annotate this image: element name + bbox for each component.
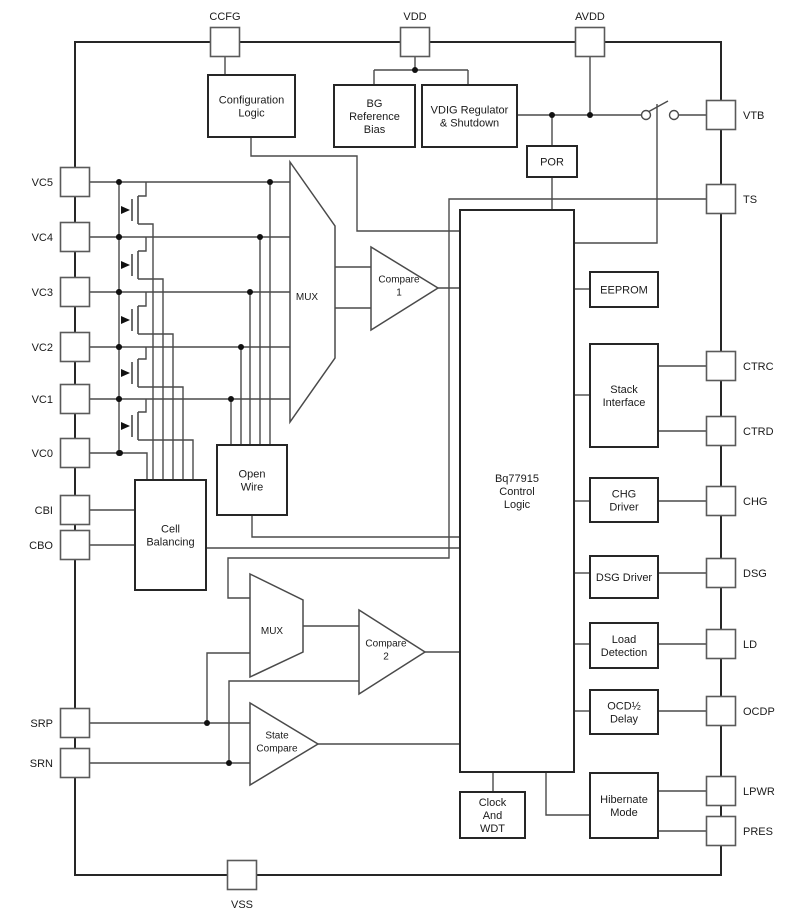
label-text: Logic <box>238 107 265 120</box>
label-text: Stack <box>610 384 638 396</box>
pin-vc0 <box>32 439 90 468</box>
label-text: And <box>482 810 503 822</box>
pin-vc1 <box>32 385 90 414</box>
pin-ctrd-pad <box>707 417 736 446</box>
pin-vdd <box>401 11 430 57</box>
junction-dot <box>116 344 122 350</box>
label-text: Wire <box>240 481 264 494</box>
pin-cbi-label: CBI <box>34 505 53 517</box>
junction-dot <box>116 234 122 240</box>
label-text: Control <box>499 486 535 498</box>
switch-blade <box>648 101 668 112</box>
label-text: OCD½ <box>607 700 641 713</box>
fet-drain-lead <box>138 237 146 251</box>
pin-vdd-label: VDD <box>403 11 427 23</box>
label-text: Load <box>611 634 637 646</box>
block-control-logic <box>460 210 574 772</box>
label-text: Compare <box>256 743 298 755</box>
pin-pres <box>707 817 773 846</box>
balancing-fet <box>116 289 173 480</box>
block-vdig-regulator <box>422 85 517 147</box>
thermal-switch <box>642 101 679 120</box>
pin-ctrc <box>707 352 774 381</box>
fet-gate-control-wire <box>138 334 173 480</box>
pin-srp <box>30 709 89 738</box>
mux1-shape <box>290 162 335 422</box>
pin-chg-pad <box>707 487 736 516</box>
wire <box>546 772 590 815</box>
label-text: CHG <box>611 488 637 501</box>
pin-vc5-pad <box>61 168 90 197</box>
pin-avdd-pad <box>576 28 605 57</box>
pin-ld-label: LD <box>743 639 758 651</box>
pin-vtb-pad <box>707 101 736 130</box>
switch-terminal <box>670 111 679 120</box>
label-text: Driver <box>609 501 639 514</box>
compare2-outline <box>359 610 425 694</box>
block-bg-reference-bias <box>334 85 415 147</box>
pin-vdd-pad <box>401 28 430 57</box>
block-open-wire <box>217 445 287 515</box>
junction-dot <box>257 234 263 240</box>
compare1-outline <box>371 247 438 330</box>
label-text: Open <box>238 468 266 481</box>
pin-vc3-pad <box>61 278 90 307</box>
pin-srp-label: SRP <box>30 718 53 730</box>
pin-ld <box>707 630 758 659</box>
label-text: Bias <box>363 124 386 136</box>
fet-arrow-icon <box>121 261 130 269</box>
pin-lpwr <box>707 777 775 806</box>
pin-ctrc-pad <box>707 352 736 381</box>
switch-terminal <box>642 111 651 120</box>
chip-outline <box>75 42 721 875</box>
pin-vc2-pad <box>61 333 90 362</box>
balancing-fet <box>116 234 163 480</box>
mux2-shape <box>250 574 303 677</box>
junction-dot <box>228 396 234 402</box>
balancing-fet <box>116 179 153 480</box>
junction-dot <box>587 112 593 118</box>
junction-dot <box>226 760 232 766</box>
pin-vss-label: VSS <box>230 899 254 911</box>
block-stack-interface <box>590 344 658 447</box>
pin-cbo <box>29 531 89 560</box>
pin-pres-label: PRES <box>743 826 773 838</box>
label-text: MUX <box>295 292 319 303</box>
pin-vc1-pad <box>61 385 90 414</box>
block-eeprom <box>590 272 658 307</box>
pin-ccfg-label: CCFG <box>209 11 241 23</box>
compare2-shape <box>359 610 425 694</box>
fet-drain-lead <box>138 347 146 359</box>
label-text: EEPROM <box>600 284 648 297</box>
pin-vss-pad <box>228 861 257 890</box>
pin-pres-pad <box>707 817 736 846</box>
label-text: Clock <box>478 797 507 809</box>
junction-dot <box>412 67 418 73</box>
label-text: WDT <box>479 823 506 835</box>
label-text: State <box>265 730 289 742</box>
pin-ccfg <box>209 11 240 57</box>
pin-ctrd-label: CTRD <box>743 426 774 438</box>
pin-vc5 <box>32 168 90 197</box>
pin-vtb <box>707 101 765 130</box>
fet-arrow-icon <box>121 206 130 214</box>
block-cell-balancing <box>135 480 206 590</box>
pin-vtb-label: VTB <box>743 110 765 122</box>
pin-lpwr-pad <box>707 777 736 806</box>
pin-chg-label: CHG <box>743 496 768 508</box>
fet-arrow-icon <box>121 316 130 324</box>
pin-lpwr-label: LPWR <box>743 786 775 798</box>
pin-vc2-label: VC2 <box>31 342 53 354</box>
block-ocd-delay <box>590 690 658 734</box>
pin-avdd-label: AVDD <box>575 11 605 23</box>
junction-dot <box>549 112 555 118</box>
pin-ts <box>707 185 758 214</box>
pin-ctrd <box>707 417 774 446</box>
pin-chg <box>707 487 768 516</box>
junction-dot <box>117 450 123 456</box>
fet-gate-control-wire <box>138 440 193 480</box>
wire <box>251 137 460 231</box>
pin-cbi <box>35 496 90 525</box>
label-text: Interface <box>602 397 646 409</box>
label-text: POR <box>540 156 564 169</box>
pin-vc5-label: VC5 <box>31 177 53 189</box>
label-text: Detection <box>600 647 648 659</box>
label-text: VDIG Regulator <box>430 104 509 117</box>
fet-arrow-icon <box>121 369 130 377</box>
compare1-shape <box>371 247 438 330</box>
pin-srn <box>30 749 90 778</box>
pin-cbo-pad <box>61 531 90 560</box>
junction-dot <box>204 720 210 726</box>
pin-dsg <box>707 559 767 588</box>
pin-srn-label: SRN <box>29 758 53 770</box>
label-text: Compare <box>378 274 420 286</box>
junction-dot <box>247 289 253 295</box>
junction-dot <box>116 289 122 295</box>
label-text: & Shutdown <box>439 117 500 130</box>
pin-vc3 <box>32 278 90 307</box>
label-text: 2 <box>383 651 389 663</box>
label-text: Cell <box>161 523 180 536</box>
junction-dot <box>267 179 273 185</box>
pin-ccfg-pad <box>211 28 240 57</box>
block-dsg-driver <box>590 556 658 598</box>
pin-ocdp-label: OCDP <box>743 706 775 718</box>
fet-arrow-icon <box>121 422 130 430</box>
label-text: Reference <box>349 111 400 123</box>
label-text: DSG Driver <box>595 572 653 584</box>
pin-ocdp-pad <box>707 697 736 726</box>
fet-drain-lead <box>138 399 146 412</box>
pin-vc1-label: VC1 <box>31 394 53 406</box>
fet-drain-lead <box>138 182 146 196</box>
label-text: Balancing <box>146 536 195 549</box>
pin-dsg-label: DSG <box>743 568 767 580</box>
block-load-detection <box>590 623 658 668</box>
fet-drain-lead <box>138 292 146 306</box>
pin-ts-pad <box>707 185 736 214</box>
pin-vc2 <box>32 333 90 362</box>
pin-cbi-pad <box>61 496 90 525</box>
label-text: Mode <box>610 807 638 819</box>
junction-dot <box>116 396 122 402</box>
label-text: MUX <box>260 626 284 637</box>
balancing-fet <box>116 396 193 480</box>
pin-vc4-pad <box>61 223 90 252</box>
label-text: 1 <box>396 287 402 299</box>
label-text: Hibernate <box>600 794 648 806</box>
wire <box>252 515 460 537</box>
fet-gate-control-wire <box>138 387 183 480</box>
pin-srn-pad <box>61 749 90 778</box>
wire <box>89 453 147 480</box>
pin-vc0-label: VC0 <box>31 448 53 460</box>
pin-cbo-label: CBO <box>29 540 53 552</box>
label-text: Logic <box>503 499 531 511</box>
pin-vc4 <box>32 223 90 252</box>
pin-ts-label: TS <box>743 194 758 206</box>
pin-ctrc-label: CTRC <box>743 361 774 373</box>
pin-ocdp <box>707 697 775 726</box>
block-chg-driver <box>590 478 658 522</box>
pin-avdd <box>575 11 605 57</box>
label-text: Compare <box>365 638 407 650</box>
state-compare-shape <box>250 703 318 785</box>
block-clock-and-wdt <box>460 792 525 838</box>
block-hibernate-mode <box>590 773 658 838</box>
fet-gate-control-wire <box>138 279 163 480</box>
pin-vc3-label: VC3 <box>31 287 53 299</box>
pin-ld-pad <box>707 630 736 659</box>
pin-vc4-label: VC4 <box>31 232 53 244</box>
label-text: Delay <box>609 713 639 726</box>
block-configuration-logic <box>208 75 295 137</box>
pin-srp-pad <box>61 709 90 738</box>
pin-vc0-pad <box>61 439 90 468</box>
pin-dsg-pad <box>707 559 736 588</box>
label-text: Bq77915 <box>494 473 540 485</box>
label-text: Configuration <box>218 94 285 107</box>
junction-dot <box>238 344 244 350</box>
label-text: BG <box>366 98 383 110</box>
block-por <box>527 146 577 177</box>
pin-vss <box>228 861 257 912</box>
wire <box>574 104 657 243</box>
junction-dot <box>116 179 122 185</box>
